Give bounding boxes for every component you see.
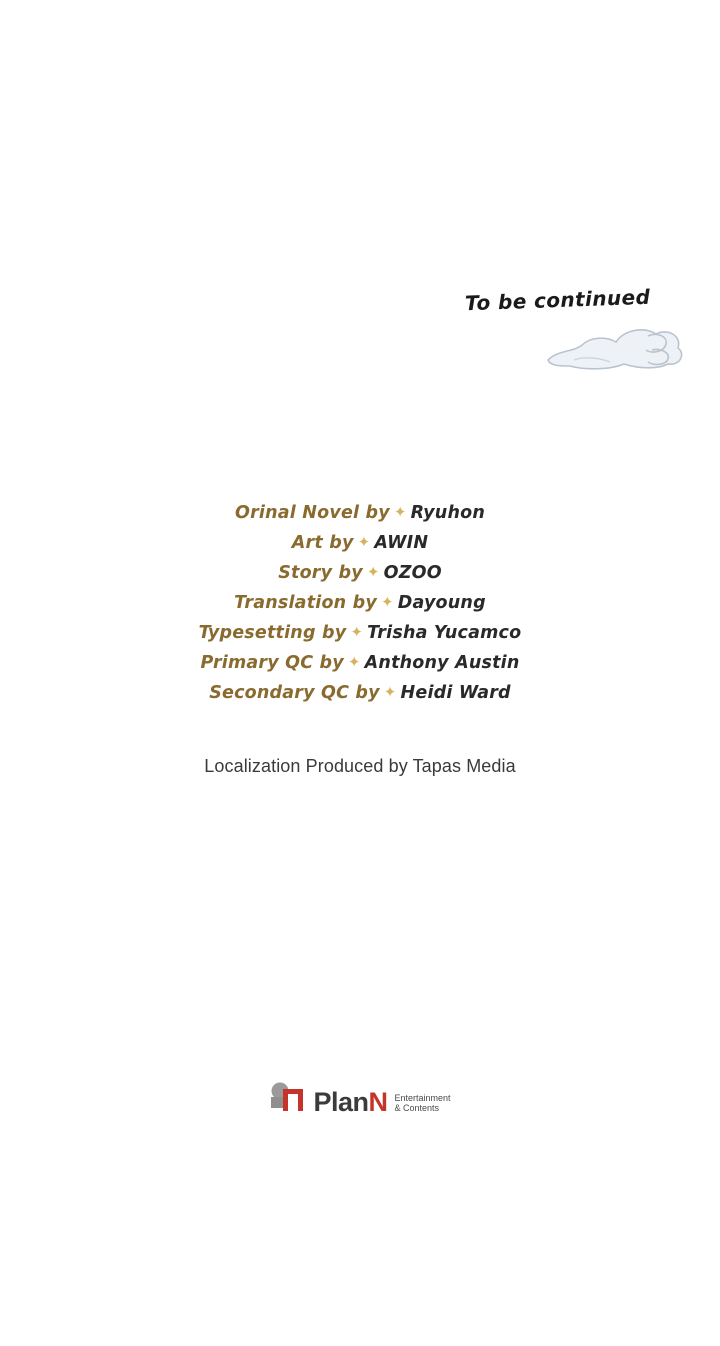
credit-separator-icon: ✦ bbox=[357, 533, 371, 551]
to-be-continued-text: To be continued bbox=[464, 284, 651, 316]
credit-separator-icon: ✦ bbox=[380, 593, 394, 611]
logo-word-n: N bbox=[368, 1087, 388, 1117]
plann-mark-icon bbox=[269, 1081, 309, 1115]
credit-name: Trisha Yucamco bbox=[367, 623, 522, 643]
credit-name: Dayoung bbox=[397, 593, 486, 613]
cloud-icon bbox=[540, 312, 690, 379]
credit-name: Anthony Austin bbox=[364, 653, 520, 673]
credit-name: Ryuhon bbox=[410, 503, 485, 523]
credit-row bbox=[0, 618, 720, 648]
credit-row bbox=[0, 648, 720, 678]
credit-separator-icon: ✦ bbox=[383, 683, 397, 701]
credit-role: Story by bbox=[278, 563, 363, 583]
credit-role: Secondary QC by bbox=[209, 683, 380, 703]
credit-row bbox=[0, 588, 720, 618]
credit-role: Art by bbox=[291, 533, 354, 553]
credit-role: Typesetting by bbox=[198, 623, 347, 643]
credits-list bbox=[0, 498, 720, 708]
credit-role: Translation by bbox=[234, 593, 377, 613]
logo-wordmark bbox=[313, 1089, 387, 1116]
credit-name: OZOO bbox=[383, 563, 442, 583]
logo-tagline-line2: & Contents bbox=[394, 1103, 440, 1113]
credit-role: Orinal Novel by bbox=[235, 503, 390, 523]
credit-separator-icon: ✦ bbox=[350, 623, 364, 641]
logo-word-plan: Plan bbox=[313, 1087, 369, 1117]
logo-tagline bbox=[395, 1093, 451, 1115]
to-be-continued-block bbox=[440, 284, 700, 378]
credit-name: Heidi Ward bbox=[400, 683, 511, 703]
credit-role: Primary QC by bbox=[200, 653, 344, 673]
credit-row bbox=[0, 528, 720, 558]
logo-tagline-line1: Entertainment bbox=[394, 1093, 451, 1103]
credit-row bbox=[0, 678, 720, 708]
credit-separator-icon: ✦ bbox=[347, 653, 361, 671]
logo-inner bbox=[269, 1081, 450, 1115]
credit-separator-icon: ✦ bbox=[366, 563, 380, 581]
credit-row bbox=[0, 498, 720, 528]
publisher-logo bbox=[0, 1068, 720, 1128]
credit-name: AWIN bbox=[374, 533, 429, 553]
credit-separator-icon: ✦ bbox=[393, 503, 407, 521]
credit-row bbox=[0, 558, 720, 588]
localization-credit: Localization Produced by Tapas Media bbox=[204, 756, 516, 776]
